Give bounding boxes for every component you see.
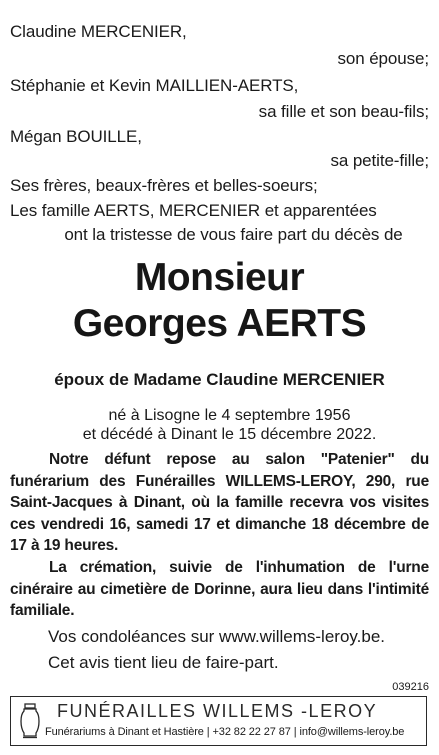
birth-line: né à Lisogne le 4 septembre 1956 (108, 407, 351, 424)
reference-number: 039216 (392, 681, 429, 693)
condolences-line: Vos condoléances sur www.willems-leroy.be. (48, 627, 385, 646)
family-line-4: sa fille et son beau-fils; (258, 102, 429, 121)
funeral-home-banner (10, 696, 427, 746)
funeral-home-contact: Funérariums à Dinant et Hastière | +32 82 22 27 87 | info@willems-leroy.be (45, 726, 405, 738)
announcement-line: ont la tristesse de vous faire part du décès de (64, 225, 403, 244)
family-line-5: Mégan BOUILLE, (10, 127, 142, 146)
deceased-title: Monsieur (134, 256, 305, 299)
family-line-3: Stéphanie et Kevin MAILLIEN-AERTS, (10, 76, 299, 95)
family-line-2: son épouse; (337, 49, 429, 68)
death-line: et décédé à Dinant le 15 décembre 2022. (82, 426, 377, 443)
cremation-paragraph: La crémation, suivie de l'inhumation de l'urne cinéraire au cimetière de Dorinne, aura lieu dans l'intimité familiale. (10, 559, 429, 619)
family-line-6: sa petite-fille; (330, 151, 429, 170)
family-line-7: Ses frères, beaux-frères et belles-soeurs; (10, 176, 318, 195)
notice-line: Cet avis tient lieu de faire-part. (48, 653, 279, 672)
spouse-line: époux de Madame Claudine MERCENIER (54, 370, 385, 389)
family-line-1: Claudine MERCENIER, (10, 22, 187, 41)
funeral-home-name: FUNÉRAILLES WILLEMS -LEROY (57, 701, 378, 721)
urn-icon (19, 703, 41, 739)
family-line-8: Les famille AERTS, MERCENIER et apparentées (10, 201, 377, 220)
deceased-name: Georges AERTS (72, 302, 367, 345)
salon-paragraph: Notre défunt repose au salon "Patenier" du funérarium des Funérailles WILLEMS-LEROY, 290, rue Saint-Jacques à Dinant, où la famille recevra vos visites ces vendredi 16, samedi 17 et dimanche 18 décembre de 17 à 19 heures. (10, 451, 429, 554)
